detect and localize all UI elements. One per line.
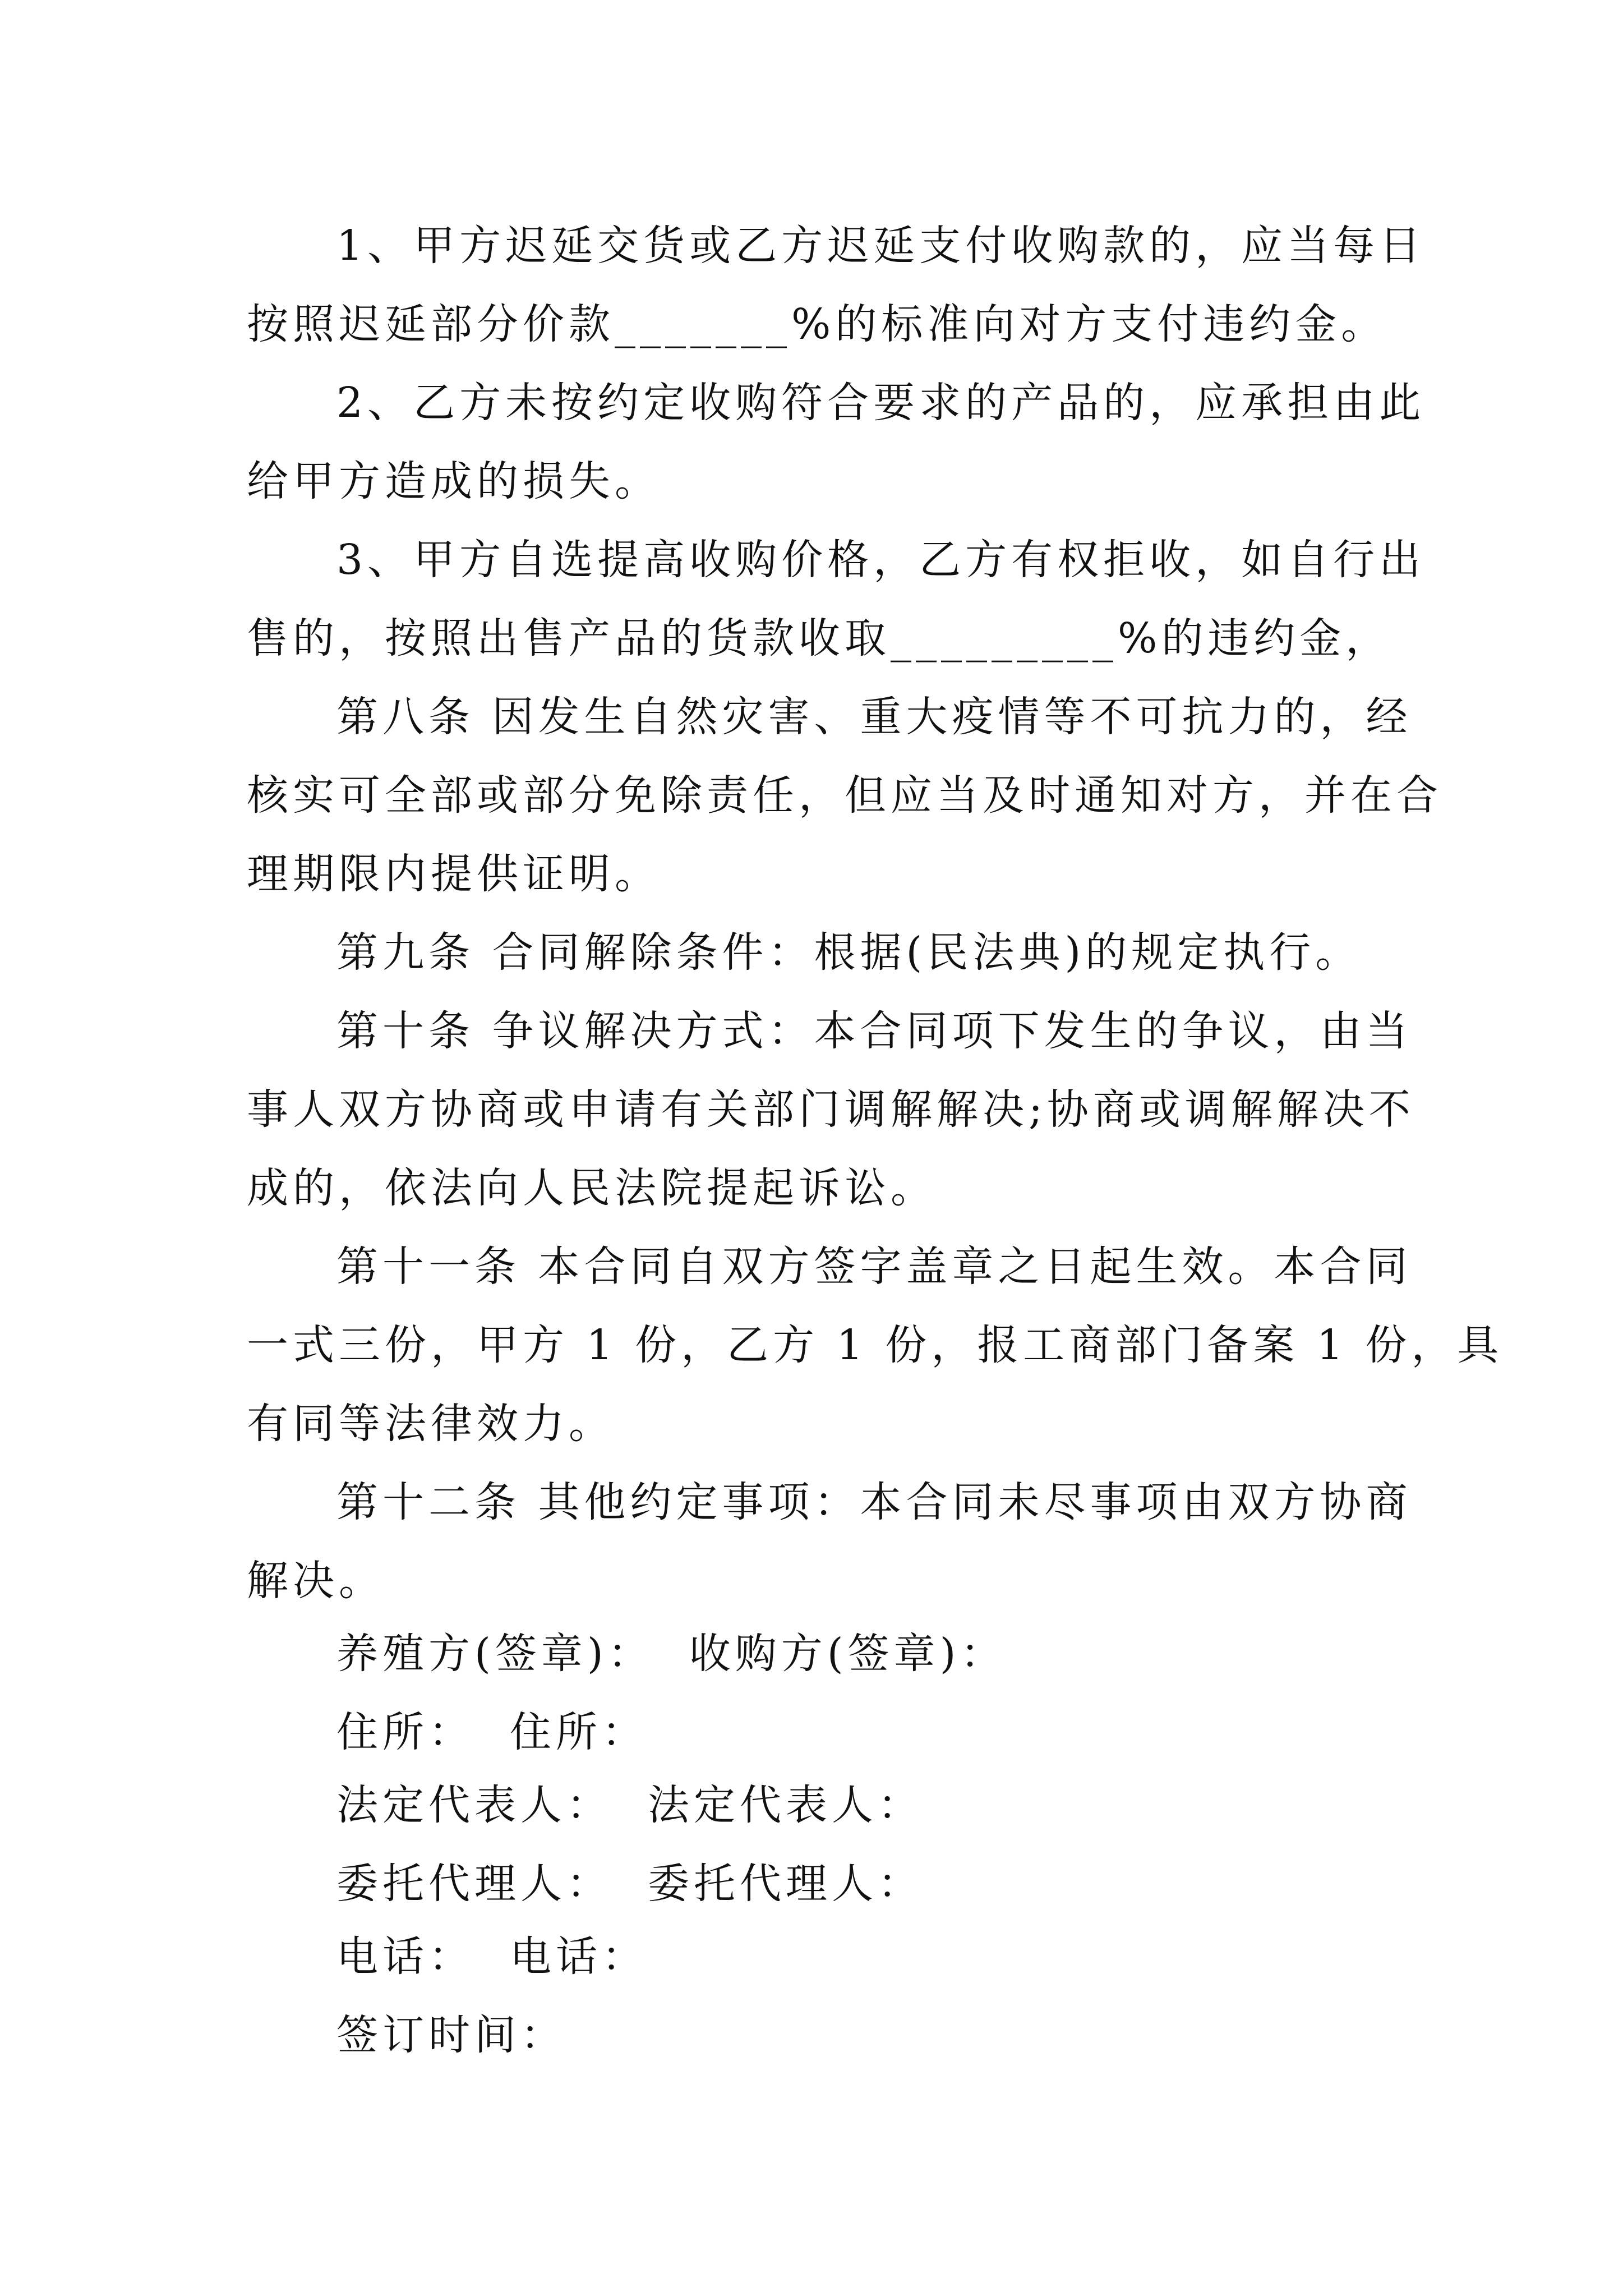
text-line: 第十一条 本合同自双方签字盖章之日起生效。本合同 <box>336 1243 1412 1291</box>
signature-field-line: 签订时间： <box>336 2011 566 2059</box>
text-line: 核实可全部或部分免除责任，但应当及时通知对方，并在合 <box>247 771 1442 820</box>
text-line: 第十条 争议解决方式：本合同项下发生的争议，由当 <box>336 1007 1412 1055</box>
text-line: 第十二条 其他约定事项：本合同未尽事项由双方协商 <box>336 1478 1412 1526</box>
signature-field-line: 电话： 电话： <box>336 1932 648 1981</box>
text-line: 按照迟延部分价款_______%的标准向对方支付违约金。 <box>247 300 1387 348</box>
text-line: 2、乙方未按约定收购符合要求的产品的，应承担由此 <box>336 379 1426 427</box>
text-line: 一式三份，甲方 1 份，乙方 1 份，报工商部门备案 1 份，具 <box>247 1321 1504 1369</box>
signature-field-line: 住所： 住所： <box>336 1708 648 1756</box>
text-line: 有同等法律效力。 <box>247 1400 615 1448</box>
text-line: 成的，依法向人民法院提起诉讼。 <box>247 1164 937 1212</box>
text-line: 事人双方协商或申请有关部门调解解决;协商或调解解决不 <box>247 1085 1415 1134</box>
text-line: 第九条 合同解除条件：根据(民法典)的规定执行。 <box>336 928 1362 977</box>
text-line: 售的，按照出售产品的货款收取_________%的违约金， <box>247 614 1392 662</box>
text-line: 理期限内提供证明。 <box>247 850 661 898</box>
text-line: 解决。 <box>247 1557 385 1605</box>
signature-field-line: 法定代表人： 法定代表人： <box>336 1781 924 1829</box>
signature-field-line: 养殖方(签章)： 收购方(签章)： <box>336 1630 1007 1678</box>
text-line: 1、甲方迟延交货或乙方迟延支付收购款的，应当每日 <box>336 222 1426 270</box>
text-line: 第八条 因发生自然灾害、重大疫情等不可抗力的，经 <box>336 693 1412 741</box>
text-line: 3、甲方自选提高收购价格，乙方有权拒收，如自行出 <box>336 536 1426 584</box>
signature-field-line: 委托代理人： 委托代理人： <box>336 1860 924 1908</box>
text-line: 给甲方造成的损失。 <box>247 457 661 505</box>
